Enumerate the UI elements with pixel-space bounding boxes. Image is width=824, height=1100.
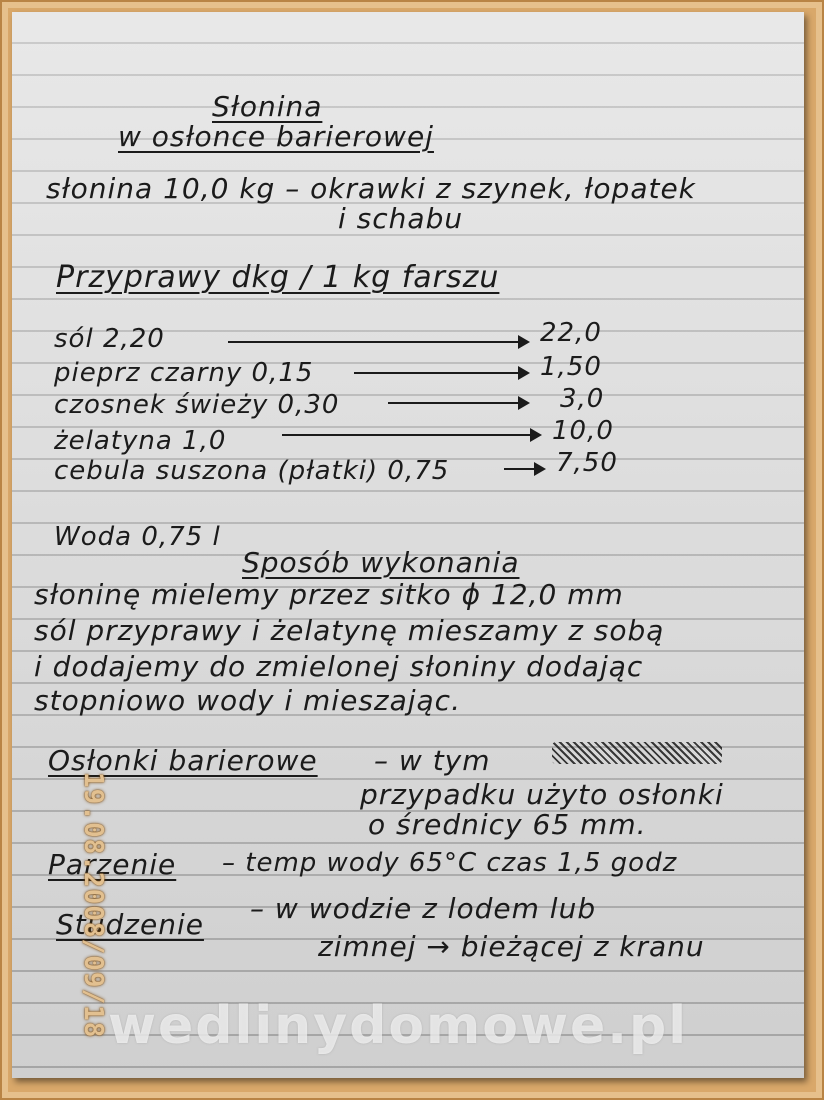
spice-total: 1,50	[540, 352, 602, 382]
spice-total: 10,0	[552, 416, 614, 446]
casings-text: przypadku użyto osłonki	[360, 778, 724, 811]
crossed-out-word	[552, 742, 722, 764]
spices-header: Przyprawy dkg / 1 kg farszu	[56, 260, 500, 295]
cooking-label: Parzenie	[48, 848, 177, 881]
watermark-text: wedlinydomowe.pl	[108, 996, 689, 1056]
casings-label: Osłonki barierowe	[48, 744, 318, 777]
cooling-label: Studzenie	[56, 908, 204, 941]
spice-total: 7,50	[556, 448, 618, 478]
method-line: i dodajemy do zmielonej słoniny dodając	[34, 650, 644, 683]
spice-name: sól 2,20	[54, 324, 165, 354]
arrow-icon	[354, 372, 528, 374]
method-header: Sposób wykonania	[242, 546, 520, 579]
spice-name: czosnek świeży 0,30	[54, 390, 340, 420]
notebook-page	[12, 12, 804, 1078]
spice-name: cebula suszona (płatki) 0,75	[54, 456, 450, 486]
title-line-1: Słonina	[212, 90, 323, 123]
arrow-icon	[504, 468, 544, 470]
spice-total: 3,0	[560, 384, 605, 414]
method-line: sól przyprawy i żelatynę mieszamy z sobą	[34, 614, 665, 647]
spice-total: 22,0	[540, 318, 602, 348]
ingredient-line-2: i schabu	[338, 202, 464, 235]
ingredient-line-1: słonina 10,0 kg – okrawki z szynek, łopatek	[46, 172, 696, 205]
method-line: stopniowo wody i mieszając.	[34, 684, 461, 717]
cooking-text: – temp wody 65°C czas 1,5 godz	[222, 848, 678, 878]
arrow-icon	[388, 402, 528, 404]
casings-text: – w tym	[374, 744, 491, 777]
casings-text: o średnicy 65 mm.	[368, 808, 647, 841]
spice-name: żelatyna 1,0	[54, 426, 227, 456]
cooling-text: – w wodzie z lodem lub	[250, 892, 597, 925]
title-line-2: w osłonce barierowej	[118, 120, 434, 153]
method-line: słoninę mielemy przez sitko ϕ 12,0 mm	[34, 578, 624, 611]
arrow-icon	[228, 341, 528, 343]
cooling-text: zimnej → bieżącej z kranu	[318, 930, 705, 963]
arrow-icon	[282, 434, 540, 436]
spice-name: pieprz czarny 0,15	[54, 358, 314, 388]
water-amount: Woda 0,75 l	[54, 522, 221, 552]
date-stamp: 19.08.2008/09/18	[78, 772, 108, 1039]
